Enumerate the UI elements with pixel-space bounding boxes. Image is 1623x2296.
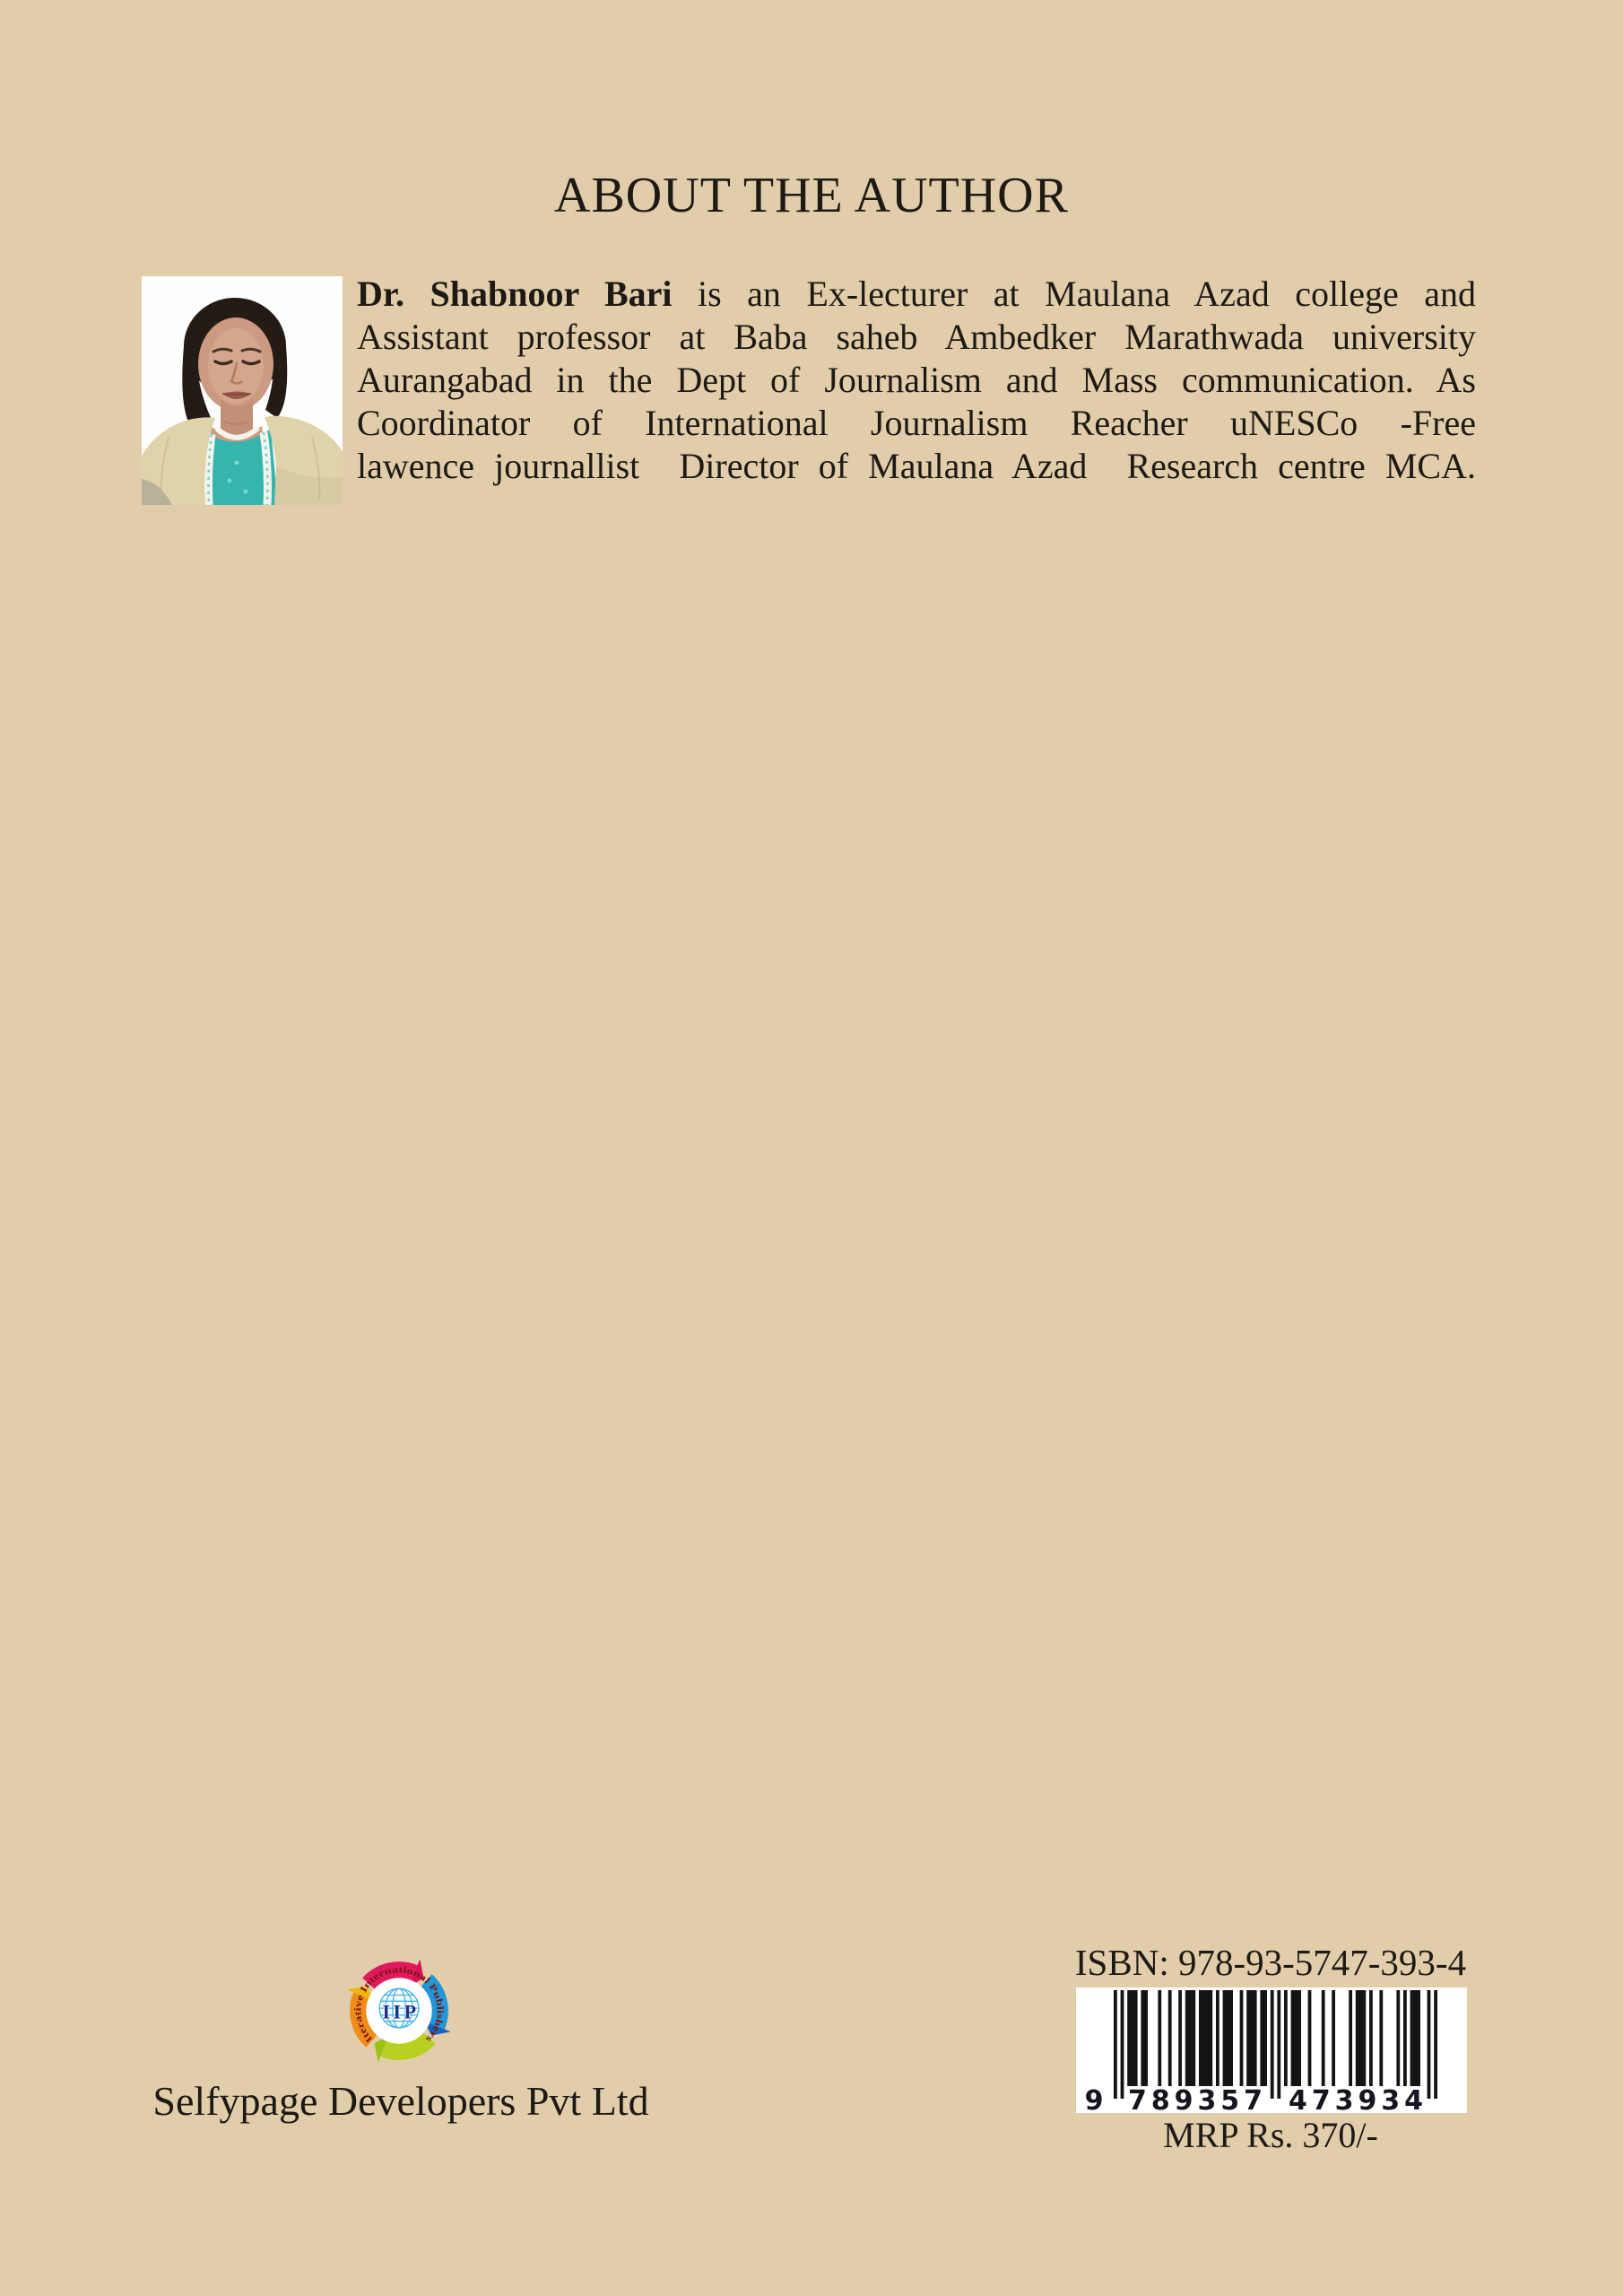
- barcode-bar: [1396, 1990, 1400, 2086]
- barcode-bar: [1178, 1990, 1182, 2086]
- bio-line: lawence journallist Director of Maulana Azad Research centre MCA.: [357, 446, 1476, 486]
- author-name-bold: Dr. Shabnoor Bari: [357, 274, 673, 314]
- barcode-bar: [1216, 1990, 1219, 2086]
- barcode-bar: [1322, 1990, 1325, 2086]
- barcode-bar: [1356, 1990, 1366, 2086]
- barcode-svg: [1076, 1987, 1467, 2113]
- barcode-bar: [1379, 1990, 1383, 2086]
- barcode-bar: [1168, 1990, 1172, 2086]
- author-face: [198, 317, 273, 411]
- bio-line: Coordinator of International Journalism Reacher uNESCo -Free: [357, 403, 1476, 443]
- barcode-bar: [1141, 1990, 1148, 2086]
- barcode-bar: [1332, 1990, 1335, 2086]
- barcode-bar: [1121, 1990, 1124, 2099]
- barcode-bar: [1308, 1990, 1312, 2086]
- barcode-bar: [1260, 1990, 1267, 2086]
- barcode-bar: [1434, 1990, 1437, 2099]
- mrp-text: MRP Rs. 370/-: [1163, 2115, 1378, 2155]
- page-title: ABOUT THE AUTHOR: [554, 168, 1069, 223]
- barcode-bar: [1185, 1990, 1195, 2086]
- barcode-bar: [1127, 1990, 1137, 2086]
- barcode-bar: [1291, 1990, 1301, 2086]
- barcode-digits: 473934: [1289, 2085, 1423, 2113]
- barcode-bar: [1277, 1990, 1280, 2099]
- barcode-bar: [1199, 1990, 1212, 2086]
- barcode-bar: [1223, 1990, 1233, 2086]
- barcode-bar: [1240, 1990, 1244, 2086]
- barcode: [1076, 1987, 1467, 2113]
- author-dress: [197, 428, 278, 505]
- logo-ring-text: Iterative International Publishers: [352, 1964, 446, 2045]
- barcode-bar: [1403, 1990, 1407, 2086]
- barcode-bar: [1428, 1990, 1431, 2099]
- barcode-bar: [1284, 1990, 1288, 2086]
- barcode-bar: [1369, 1990, 1373, 2086]
- bio-line: Dr. Shabnoor Bari is an Ex-lecturer at Maulana Azad college and: [357, 274, 1476, 314]
- barcode-bar: [1410, 1990, 1420, 2086]
- barcode-bar: [1114, 1990, 1117, 2099]
- barcode-bar: [1158, 1990, 1161, 2086]
- bio-line: Aurangabad in the Dept of Journalism and Mass communication. As: [357, 360, 1476, 400]
- isbn-text: ISBN: 978-93-5747-393-4: [1074, 1942, 1467, 1983]
- bio-line: Assistant professor at Baba saheb Ambedker Marathwada university: [357, 317, 1476, 357]
- barcode-bar: [1349, 1990, 1352, 2086]
- author-photo: [142, 276, 343, 505]
- publisher-logo: [338, 1950, 460, 2072]
- barcode-bar: [1246, 1990, 1256, 2086]
- barcode-digits: 9: [1084, 2085, 1104, 2113]
- barcode-digits: 789357: [1128, 2085, 1263, 2113]
- barcode-bar: [1271, 1990, 1274, 2099]
- publisher-name: Selfypage Developers Pvt Ltd: [152, 2078, 649, 2124]
- author-bio: [357, 273, 1476, 488]
- iip-monogram: IIP: [382, 2000, 420, 2023]
